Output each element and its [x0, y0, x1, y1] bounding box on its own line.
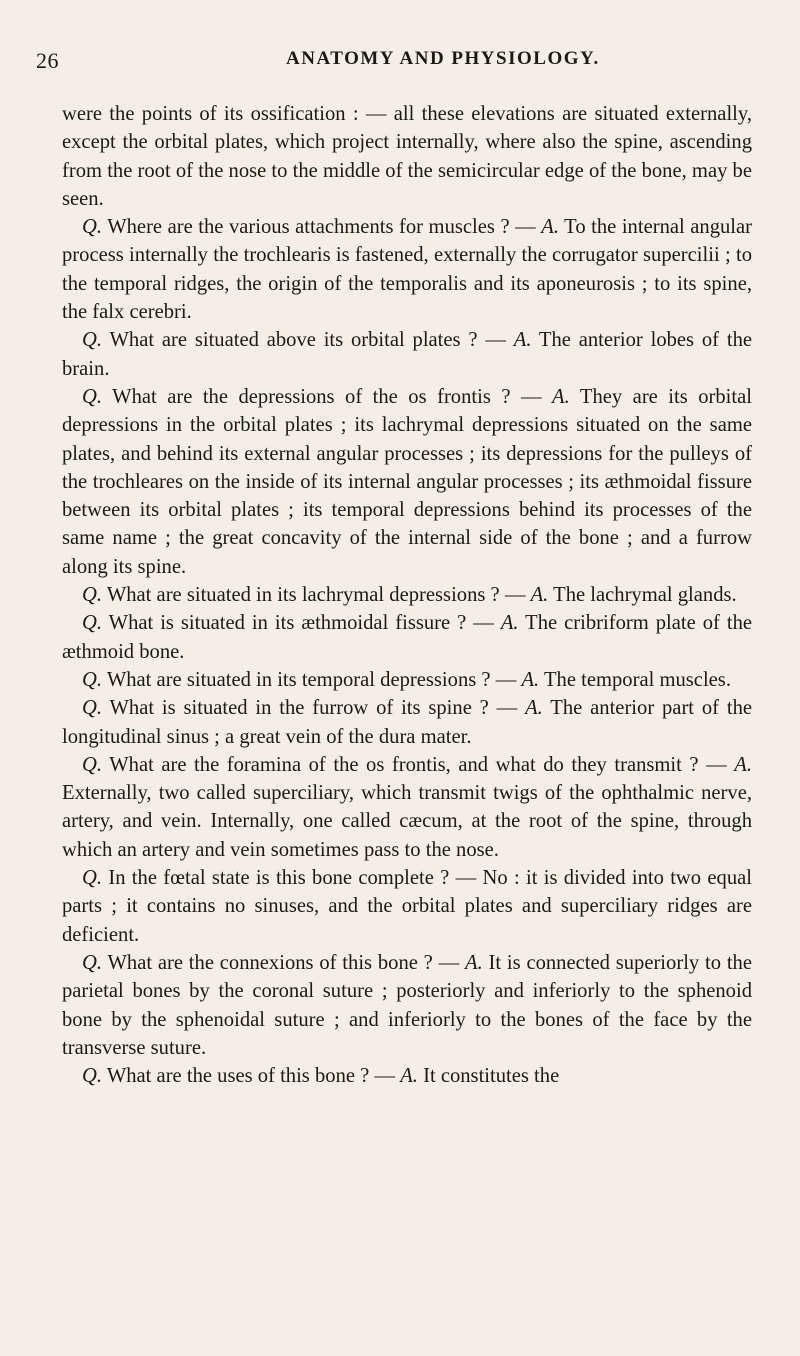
- qa-paragraph: [62, 1062, 752, 1090]
- answer-text: The cribriform plate of the æthmoid bone.: [62, 612, 753, 663]
- question-text: What are the connexions of this bone ? —: [107, 951, 460, 974]
- paragraph-continuation: [62, 100, 752, 213]
- qa-paragraph: [62, 326, 752, 383]
- question-marker: Q.: [82, 612, 103, 635]
- question-text: In the fœtal state is this bone complete ? —: [108, 867, 477, 890]
- question-marker: Q.: [82, 584, 103, 607]
- qa-paragraph: [62, 694, 752, 751]
- qa-paragraph: [62, 751, 752, 864]
- question-text: What are the depressions of the os frontis ? —: [112, 385, 542, 408]
- question-marker: Q.: [82, 951, 103, 974]
- answer-marker: A.: [521, 668, 540, 691]
- answer-marker: A.: [513, 329, 532, 352]
- answer-marker: A.: [500, 612, 519, 635]
- qa-paragraph: [62, 581, 752, 609]
- answer-marker: A.: [734, 753, 753, 776]
- body-text: [62, 100, 752, 1090]
- qa-paragraph: [62, 213, 752, 326]
- page-number: 26: [36, 48, 59, 73]
- question-marker: Q.: [82, 329, 103, 352]
- answer-text: The anterior lobes of the brain.: [62, 329, 753, 380]
- qa-paragraph: [62, 864, 752, 949]
- answer-marker: A.: [465, 951, 483, 974]
- question-marker: Q.: [82, 867, 103, 890]
- answer-marker: A.: [541, 216, 559, 239]
- qa-paragraph: [62, 383, 752, 581]
- question-text: What are the uses of this bone ? —: [106, 1065, 396, 1088]
- question-text: What is situated in its æthmoidal fissure ? —: [108, 612, 494, 635]
- question-marker: Q.: [82, 216, 103, 239]
- answer-text: It constitutes the: [423, 1065, 560, 1088]
- question-marker: Q.: [82, 697, 103, 720]
- question-text: Where are the various attachments for muscles ? —: [107, 216, 536, 239]
- question-marker: Q.: [82, 753, 103, 776]
- question-text: What are the foramina of the os frontis, and what do they transmit ? —: [109, 753, 727, 776]
- answer-text: They are its orbital depressions in the orbital plates ; its lachrymal depressions situated on the same plates, and behind its external angular processes ; its depressions for the pulleys of the trochleares on the inside of its internal angular processes ; its æthmoidal fissure between its orbital plates ; its temporal depressions behind its processes of the same name ; the great concavity of the internal side of the bone ; and a furrow along its spine.: [62, 385, 752, 578]
- answer-text: No : it is divided into two equal parts ; it contains no sinuses, and the orbital plates and superciliary ridges are deficient.: [62, 867, 752, 946]
- answer-marker: A.: [530, 584, 549, 607]
- question-text: What are situated in its lachrymal depressions ? —: [106, 584, 526, 607]
- question-text: What is situated in the furrow of its spine ? —: [109, 697, 518, 720]
- qa-paragraph: [62, 949, 752, 1062]
- answer-text: Externally, two called superciliary, which transmit twigs of the ophthalmic nerve, artery, and vein. Internally, one called cæcum, at the root of the spine, through which an artery and vein sometimes pass to the nose.: [62, 782, 752, 861]
- question-text: What are situated in its temporal depressions ? —: [106, 668, 517, 691]
- answer-marker: A.: [525, 697, 543, 720]
- answer-text: The temporal muscles.: [543, 668, 731, 691]
- answer-marker: A.: [552, 385, 570, 408]
- answer-marker: A.: [400, 1065, 418, 1088]
- qa-paragraph: [62, 609, 752, 666]
- paragraph-text: were the points of its ossification : — all these elevations are situated externally, except the orbital plates, which project internally, where also the spine, ascending from the root of the nose to the middle of the semicircular edge of the bone, may be seen.: [62, 103, 752, 210]
- question-marker: Q.: [82, 385, 103, 408]
- answer-text: It is connected superiorly to the parietal bones by the coronal suture ; posteriorly and inferiorly to the sphenoid bone by the sphenoidal suture ; and inferiorly to the bones of the face by the transverse suture.: [62, 951, 752, 1059]
- answer-text: The lachrymal glands.: [553, 584, 737, 607]
- question-marker: Q.: [82, 1065, 103, 1088]
- running-title: ANATOMY AND PHYSIOLOGY.: [286, 48, 600, 69]
- answer-text: To the internal angular process internally the trochlearis is fastened, externally the corrugator supercilii ; to the temporal ridges, the origin of the temporalis and its aponeurosis ; to its spine, the falx cerebri.: [62, 216, 753, 324]
- answer-text: The anterior part of the longitudinal sinus ; a great vein of the dura mater.: [62, 697, 753, 748]
- question-marker: Q.: [82, 668, 103, 691]
- running-head: [36, 48, 764, 80]
- question-text: What are situated above its orbital plates ? —: [109, 329, 506, 352]
- qa-paragraph: [62, 666, 752, 694]
